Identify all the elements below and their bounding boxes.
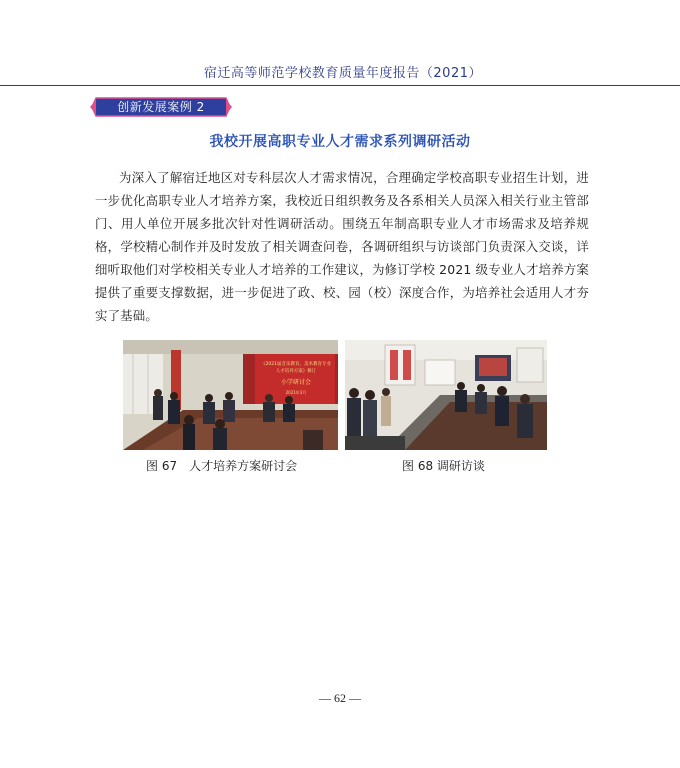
banner-date: 2021年3月 [285,390,307,395]
body-paragraph: 为深入了解宿迁地区对专科层次人才需求情况，合理确定学校高职专业招生计划，进一步优化高职专业人才培养方案，我校近日组织教务及各系相关人员深入相关行业主管部门、用人单位开展多批次针对性调研活动。围绕五年制高职专业人才市场需求及培养规格，学校精心制作并及时发放了相关调查问卷，各调研组织与访谈部门负责深入交谈，详细听取他们对学校相关专业人才培养的工作建议，为修订学校 2021 级专业人才培养方案提供了重要支撑数据，进一步促进了政、校、园（校）深度合作，为培养社会适用人才夯实了基础。 [95,170,589,323]
figure-67-caption: 图 67 人才培养方案研讨会 [146,459,298,473]
header-rule [0,85,680,86]
figure-67-photo [123,340,338,450]
case-badge-label: 创新发展案例 2 [117,100,205,114]
figure-68-photo [345,340,547,450]
header-title: 宿迁高等师范学校教育质量年度报告（2021） [203,66,482,81]
page-number: — 62 — [319,691,361,705]
figure-68-caption: 图 68 调研访谈 [402,459,485,473]
banner-line-1: 《2021届音乐教育、美术教育专业 [261,362,331,367]
banner-line-3: 小学研讨会 [280,379,312,386]
case-title: 我校开展高职专业人才需求系列调研活动 [209,134,471,150]
case-badge [90,96,232,118]
banner-line-2: 人才培养方案》修订 [275,369,317,374]
